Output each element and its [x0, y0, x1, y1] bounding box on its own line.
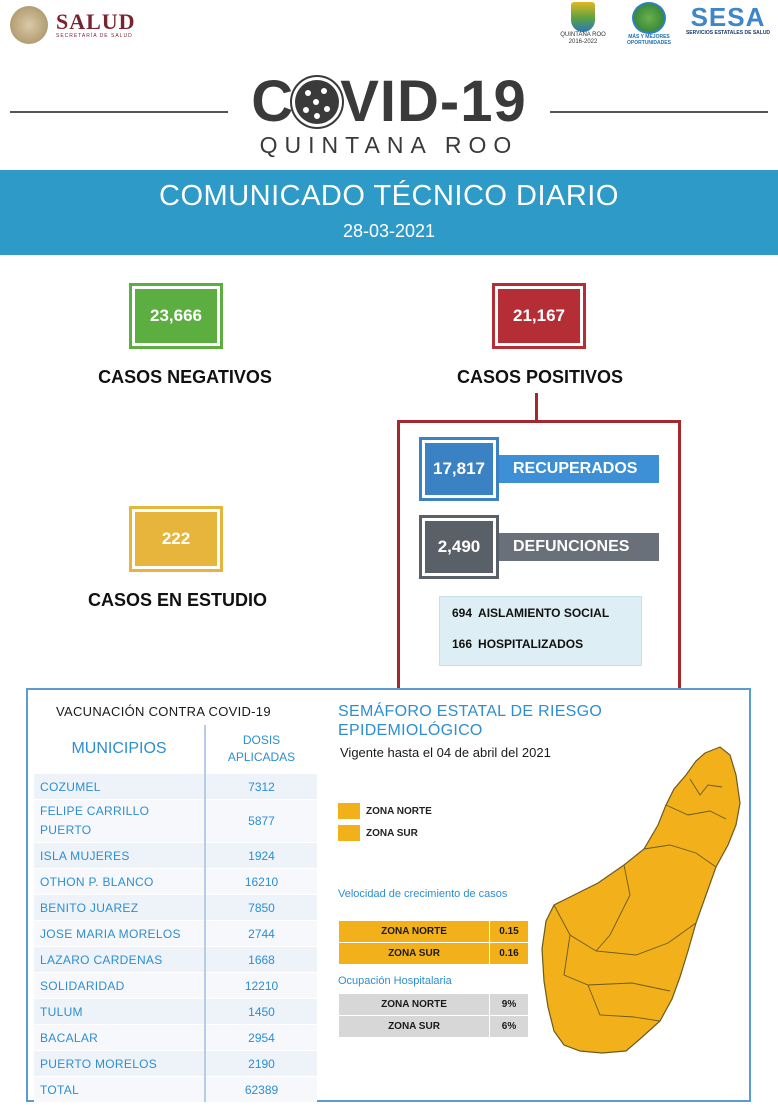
table-row: [34, 947, 317, 973]
negativos-value: 23,666: [129, 283, 223, 349]
hospitalizados-value: 166: [452, 636, 473, 651]
table-row: [34, 895, 317, 921]
table-row: [34, 843, 317, 869]
positivos-value: 21,167: [492, 283, 586, 349]
dosis-cell: 5877: [205, 800, 317, 843]
aislamiento-label: AISLAMIENTO SOCIAL: [478, 605, 610, 620]
col-dosis: DOSIS APLICADAS: [205, 725, 317, 774]
table-row: [34, 999, 317, 1025]
table-row: [34, 869, 317, 895]
mas-mejores-logo: [622, 2, 676, 46]
hospitalizados-label: HOSPITALIZADOS: [478, 636, 584, 651]
legend-label: ZONA NORTE: [366, 805, 432, 817]
dosis-cell: 16210: [205, 869, 317, 895]
recuperados-label: RECUPERADOS: [499, 455, 659, 483]
col-municipios: MUNICIPIOS: [34, 725, 205, 774]
vaccination-table: [34, 725, 317, 1102]
quintana-roo-map: [540, 745, 745, 1057]
table-row: [339, 921, 529, 943]
valor-cell: 0.16: [490, 943, 529, 965]
zona-cell: ZONA NORTE: [339, 994, 490, 1016]
valor-cell: 9%: [490, 994, 529, 1016]
recuperados-box: [419, 440, 659, 498]
legend-zona-norte: [338, 803, 432, 819]
velocidad-table: [338, 920, 529, 965]
national-seal-icon: [10, 6, 48, 44]
qroo-logo-name: QUINTANA ROO: [560, 32, 606, 38]
dosis-cell: 7850: [205, 895, 317, 921]
virus-icon: [295, 80, 339, 124]
dosis-cell: 62389: [205, 1077, 317, 1103]
municipio-cell: JOSE MARIA MORELOS: [34, 921, 205, 947]
page-subtitle: QUINTANA ROO: [259, 132, 519, 158]
quintana-roo-logo: [556, 2, 610, 46]
dosis-cell: 2744: [205, 921, 317, 947]
page-title: [228, 70, 550, 134]
recuperados-value: 17,817: [419, 437, 499, 501]
salud-logo: [10, 6, 136, 44]
band-title: COMUNICADO TÉCNICO DIARIO: [159, 180, 619, 212]
municipio-cell: OTHON P. BLANCO: [34, 869, 205, 895]
table-row: [339, 994, 529, 1016]
legend-label: ZONA SUR: [366, 827, 418, 839]
zona-cell: ZONA SUR: [339, 943, 490, 965]
dosis-cell: 1924: [205, 843, 317, 869]
semaforo-title: SEMÁFORO ESTATAL DE RIESGO EPIDEMIOLÓGICO: [338, 703, 603, 739]
table-row: [34, 921, 317, 947]
title-divider-left: [10, 111, 228, 113]
municipio-cell: FELIPE CARRILLO PUERTO: [34, 800, 205, 843]
state-shield-icon: [571, 2, 595, 32]
vaccination-title: VACUNACIÓN CONTRA COVID-19: [56, 704, 271, 719]
municipio-cell: COZUMEL: [34, 774, 205, 800]
dosis-cell: 1450: [205, 999, 317, 1025]
table-row: [34, 1051, 317, 1077]
legend-swatch: [338, 803, 360, 819]
valor-cell: 6%: [490, 1016, 529, 1038]
velocidad-title: Velocidad de crecimiento de casos: [338, 888, 508, 900]
semaforo-legend: [338, 803, 432, 841]
municipio-cell: PUERTO MORELOS: [34, 1051, 205, 1077]
qroo-logo-sub: 2016-2022: [568, 39, 598, 45]
municipio-cell: TULUM: [34, 999, 205, 1025]
title-end: VID-19: [340, 69, 527, 134]
positivos-connector: [535, 393, 538, 421]
municipio-cell: BACALAR: [34, 1025, 205, 1051]
state-outline: [542, 747, 740, 1053]
ocupacion-table: [338, 993, 529, 1038]
defunciones-box: [419, 518, 659, 576]
mmo-logo-name: MÁS Y MEJORES OPORTUNIDADES: [627, 34, 671, 46]
tree-icon: [632, 2, 666, 34]
legend-swatch: [338, 825, 360, 841]
zona-cell: ZONA NORTE: [339, 921, 490, 943]
estudio-label: CASOS EN ESTUDIO: [87, 590, 268, 610]
municipio-cell: ISLA MUJERES: [34, 843, 205, 869]
municipio-cell: LAZARO CARDENAS: [34, 947, 205, 973]
title-divider-right: [550, 111, 768, 113]
table-row: [339, 1016, 529, 1038]
dosis-cell: 7312: [205, 774, 317, 800]
band-date: 28-03-2021: [342, 221, 436, 241]
table-row: [34, 800, 317, 843]
sesa-logo: [683, 4, 773, 36]
municipio-cell: BENITO JUAREZ: [34, 895, 205, 921]
negativos-label: CASOS NEGATIVOS: [98, 367, 272, 387]
table-row: [34, 1077, 317, 1103]
dosis-cell: 2954: [205, 1025, 317, 1051]
table-row: [339, 943, 529, 965]
positivos-label: CASOS POSITIVOS: [456, 367, 624, 387]
dosis-cell: 1668: [205, 947, 317, 973]
dosis-cell: 12210: [205, 973, 317, 999]
legend-zona-sur: [338, 825, 432, 841]
header-band: [0, 170, 778, 255]
salud-logo-subtitle: SECRETARÍA DE SALUD: [56, 33, 133, 39]
sesa-logo-name: SESA: [690, 2, 766, 32]
zona-cell: ZONA SUR: [339, 1016, 490, 1038]
ocupacion-title: Ocupación Hospitalaria: [338, 975, 452, 987]
semaforo-vigencia: Vigente hasta el 04 de abril del 2021: [340, 745, 551, 760]
table-row: [34, 774, 317, 800]
municipio-cell: SOLIDARIDAD: [34, 973, 205, 999]
salud-logo-name: SALUD: [56, 9, 136, 34]
sesa-logo-subtitle: SERVICIOS ESTATALES DE SALUD: [685, 30, 771, 36]
municipio-cell: TOTAL: [34, 1077, 205, 1103]
estudio-value: 222: [129, 506, 223, 572]
detail-box: [439, 596, 642, 666]
defunciones-value: 2,490: [419, 515, 499, 579]
dosis-cell: 2190: [205, 1051, 317, 1077]
aislamiento-value: 694: [452, 605, 473, 620]
valor-cell: 0.15: [490, 921, 529, 943]
table-row: [34, 1025, 317, 1051]
table-row: [34, 973, 317, 999]
title-start: C: [251, 69, 295, 134]
defunciones-label: DEFUNCIONES: [499, 533, 659, 561]
